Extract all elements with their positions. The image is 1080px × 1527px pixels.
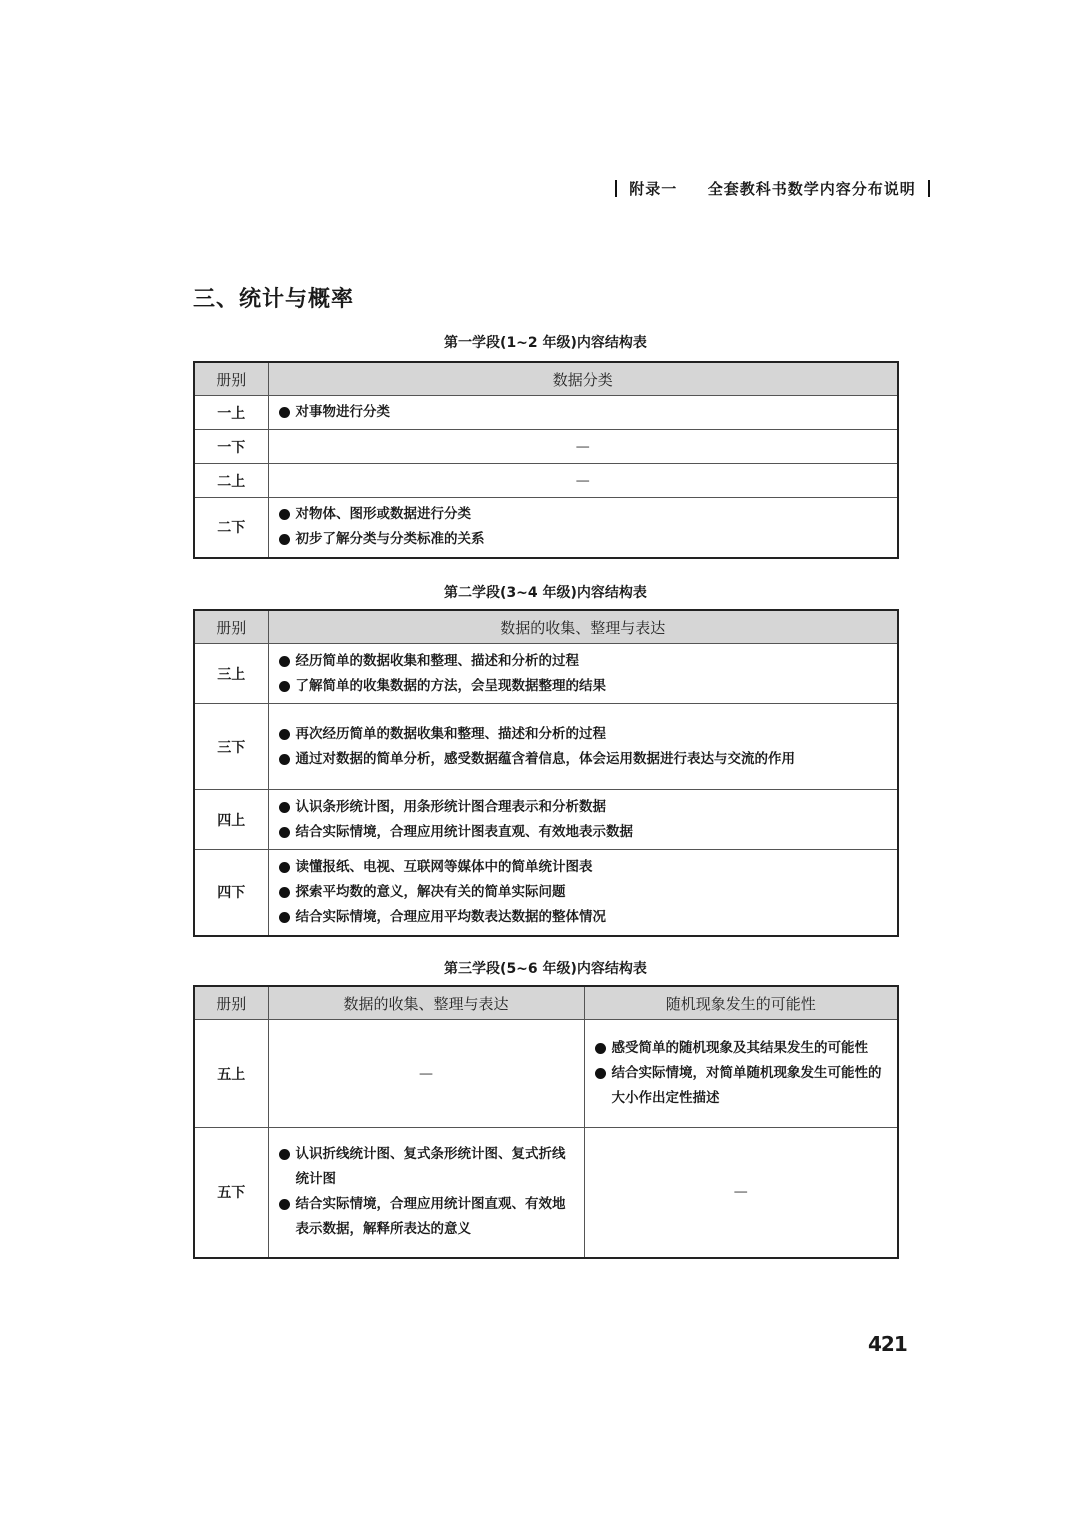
table3-col-data: 数据的收集、整理与表达 xyxy=(268,986,584,1020)
table3-caption: 第三学段(5~6 年级)内容结构表 xyxy=(444,961,647,977)
volume-cell: 二上 xyxy=(194,464,268,498)
list-item: 结合实际情境，合理应用统计图直观、有效地表示数据，解释所表达的意义 xyxy=(279,1192,576,1242)
table-row xyxy=(194,704,898,790)
table-row xyxy=(194,790,898,850)
table-row xyxy=(194,850,898,936)
table-row xyxy=(194,396,898,430)
volume-cell: 三下 xyxy=(194,704,268,790)
table3 xyxy=(193,985,899,1259)
table-row xyxy=(194,1128,898,1258)
empty-dash: — xyxy=(268,1020,584,1128)
list-item: 探索平均数的意义，解决有关的简单实际问题 xyxy=(279,880,890,905)
table-row xyxy=(194,498,898,558)
content-cell xyxy=(268,644,898,704)
header-left-bar xyxy=(615,180,617,197)
list-item: 结合实际情境，合理应用平均数表达数据的整体情况 xyxy=(279,905,890,930)
content-cell xyxy=(584,1020,898,1128)
list-item: 感受简单的随机现象及其结果发生的可能性 xyxy=(595,1036,890,1061)
header-right-bar xyxy=(928,180,930,197)
volume-cell: 五上 xyxy=(194,1020,268,1128)
table-row xyxy=(194,430,898,464)
list-item: 认识折线统计图、复式条形统计图、复式折线统计图 xyxy=(279,1142,576,1192)
list-item: 通过对数据的简单分析，感受数据蕴含着信息，体会运用数据进行表达与交流的作用 xyxy=(279,747,890,772)
content-cell xyxy=(268,396,898,430)
content-cell xyxy=(268,704,898,790)
volume-cell: 二下 xyxy=(194,498,268,558)
table3-col-volume: 册别 xyxy=(194,986,268,1020)
list-item: 了解简单的收集数据的方法，会呈现数据整理的结果 xyxy=(279,674,890,699)
page-number: 421 xyxy=(868,1332,907,1356)
table2-caption: 第二学段(3~4 年级)内容结构表 xyxy=(444,585,647,601)
list-item: 对物体、图形或数据进行分类 xyxy=(279,502,890,527)
empty-dash: — xyxy=(268,464,898,498)
list-item: 对事物进行分类 xyxy=(279,400,890,425)
table2-col-content: 数据的收集、整理与表达 xyxy=(268,610,898,644)
volume-cell: 五下 xyxy=(194,1128,268,1258)
content-cell xyxy=(268,850,898,936)
table2 xyxy=(193,609,899,937)
list-item: 经历简单的数据收集和整理、描述和分析的过程 xyxy=(279,649,890,674)
empty-dash: — xyxy=(268,430,898,464)
table-row xyxy=(194,1020,898,1128)
running-header xyxy=(609,178,936,199)
table-row xyxy=(194,464,898,498)
table1 xyxy=(193,361,899,559)
list-item: 结合实际情境，合理应用统计图表直观、有效地表示数据 xyxy=(279,820,890,845)
section-title: 三、统计与概率 xyxy=(193,287,355,312)
table1-col-content: 数据分类 xyxy=(268,362,898,396)
table-row xyxy=(194,644,898,704)
content-cell xyxy=(268,790,898,850)
empty-dash: — xyxy=(584,1128,898,1258)
list-item: 初步了解分类与分类标准的关系 xyxy=(279,527,890,552)
list-item: 认识条形统计图，用条形统计图合理表示和分析数据 xyxy=(279,795,890,820)
content-cell xyxy=(268,498,898,558)
volume-cell: 四上 xyxy=(194,790,268,850)
header-title: 全套教科书数学内容分布说明 xyxy=(707,180,916,198)
content-cell xyxy=(268,1128,584,1258)
table1-caption: 第一学段(1~2 年级)内容结构表 xyxy=(444,335,647,351)
list-item: 再次经历简单的数据收集和整理、描述和分析的过程 xyxy=(279,722,890,747)
table2-col-volume: 册别 xyxy=(194,610,268,644)
volume-cell: 三上 xyxy=(194,644,268,704)
table1-col-volume: 册别 xyxy=(194,362,268,396)
table3-col-probability: 随机现象发生的可能性 xyxy=(584,986,898,1020)
volume-cell: 四下 xyxy=(194,850,268,936)
list-item: 结合实际情境，对简单随机现象发生可能性的大小作出定性描述 xyxy=(595,1061,890,1111)
header-appendix: 附录一 xyxy=(629,180,678,198)
volume-cell: 一下 xyxy=(194,430,268,464)
list-item: 读懂报纸、电视、互联网等媒体中的简单统计图表 xyxy=(279,855,890,880)
volume-cell: 一上 xyxy=(194,396,268,430)
